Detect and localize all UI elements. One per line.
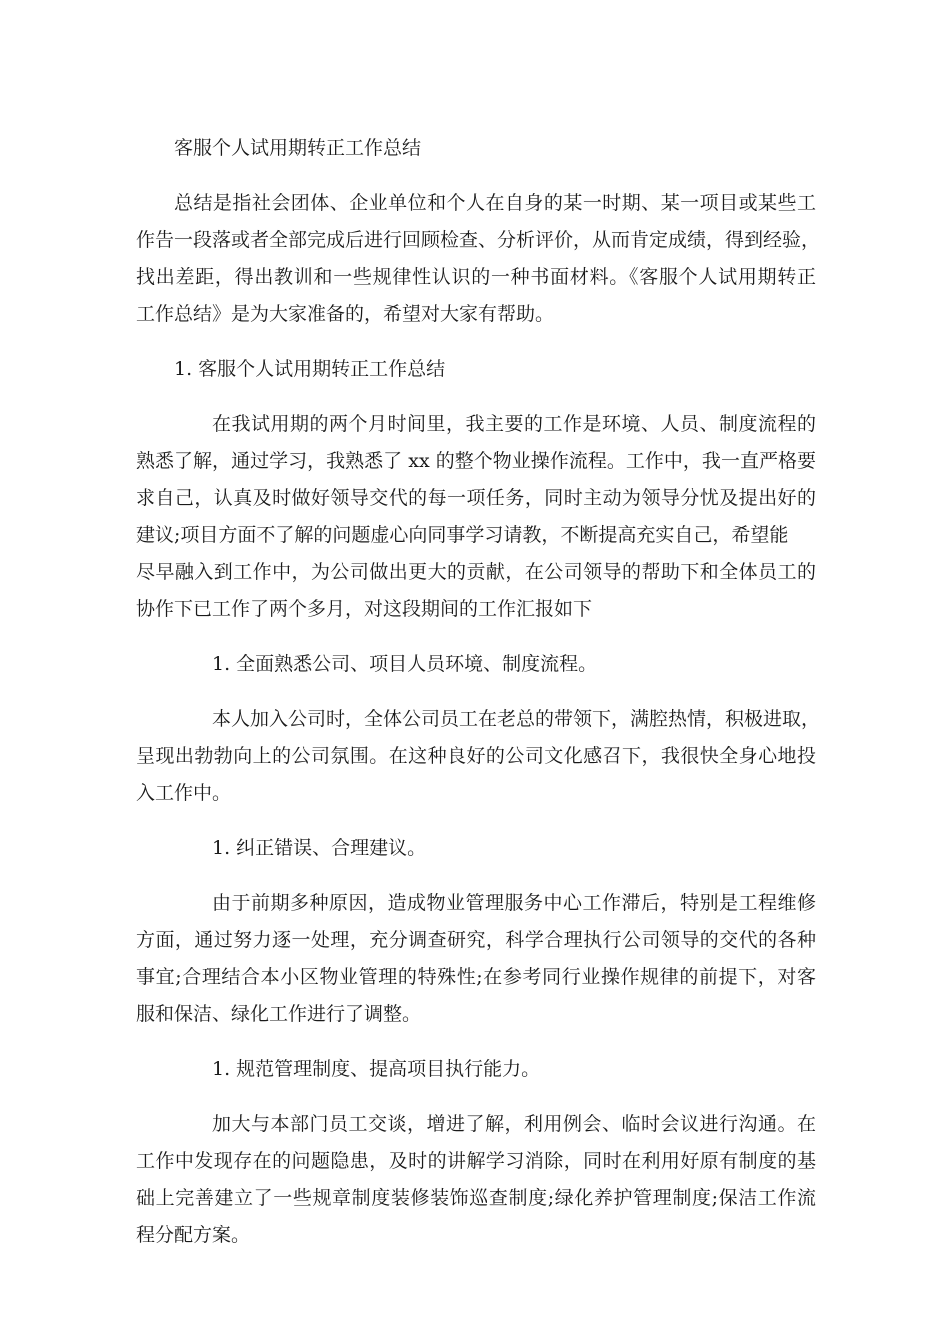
intro-paragraph — [136, 185, 821, 333]
para-line: 服和保洁、绿化工作进行了调整。 — [136, 1003, 422, 1025]
para-line: 由于前期多种原因，造成物业管理服务中心工作滞后，特别是工程维修 — [212, 892, 816, 914]
document-page — [136, 130, 821, 1272]
intro-line: 找出差距，得出教训和一些规律性认识的一种书面材料。《客服个人试用期转正 — [136, 266, 816, 288]
para-line: 事宜;合理结合本小区物业管理的特殊性;在参考同行业操作规律的前提下，对客 — [136, 966, 816, 988]
para-line: 础上完善建立了一些规章制度装修装饰巡查制度;绿化养护管理制度;保洁工作流 — [136, 1187, 816, 1209]
para-line: 方面，通过努力逐一处理，充分调查研究，科学合理执行公司领导的交代的各种 — [136, 929, 816, 951]
section-heading: 1. 客服个人试用期转正工作总结 — [174, 358, 446, 380]
para-line: 程分配方案。 — [136, 1224, 251, 1246]
body-paragraph — [136, 406, 816, 628]
item-paragraph — [136, 885, 816, 1033]
document-title: 客服个人试用期转正工作总结 — [174, 137, 422, 159]
intro-line: 总结是指社会团体、企业单位和个人在自身的某一时期、某一项目或某些工 — [174, 192, 816, 214]
item-paragraph — [136, 1106, 816, 1254]
para-line: 建议;项目方面不了解的问题虚心向同事学习请教，不断提高充实自己，希望能 — [136, 524, 789, 546]
para-line: 熟悉了解，通过学习，我熟悉了 xx 的整个物业操作流程。工作中，我一直严格要 — [136, 450, 816, 472]
intro-line: 工作总结》是为大家准备的，希望对大家有帮助。 — [136, 303, 555, 325]
item-heading: 1. 全面熟悉公司、项目人员环境、制度流程。 — [212, 653, 598, 675]
para-line: 加大与本部门员工交谈，增进了解，利用例会、临时会议进行沟通。在 — [212, 1113, 816, 1135]
para-line: 呈现出勃勃向上的公司氛围。在这种良好的公司文化感召下，我很快全身心地投 — [136, 745, 816, 767]
item-heading: 1. 纠正错误、合理建议。 — [212, 837, 427, 859]
para-line: 尽早融入到工作中，为公司做出更大的贡献，在公司领导的帮助下和全体员工的 — [136, 561, 816, 583]
item-paragraph — [136, 701, 821, 812]
item-heading: 1. 规范管理制度、提高项目执行能力。 — [212, 1058, 541, 1080]
para-line: 入工作中。 — [136, 782, 232, 804]
para-line: 协作下已工作了两个多月，对这段期间的工作汇报如下 — [136, 598, 593, 620]
para-line: 工作中发现存在的问题隐患，及时的讲解学习消除，同时在利用好原有制度的基 — [136, 1150, 816, 1172]
para-line: 在我试用期的两个月时间里，我主要的工作是环境、人员、制度流程的 — [212, 413, 816, 435]
para-line: 本人加入公司时，全体公司员工在老总的带领下，满腔热情，积极进取， — [212, 708, 821, 730]
para-line: 求自己，认真及时做好领导交代的每一项任务，同时主动为领导分忧及提出好的 — [136, 487, 816, 509]
intro-line: 作告一段落或者全部完成后进行回顾检查、分析评价，从而肯定成绩，得到经验， — [136, 229, 821, 251]
